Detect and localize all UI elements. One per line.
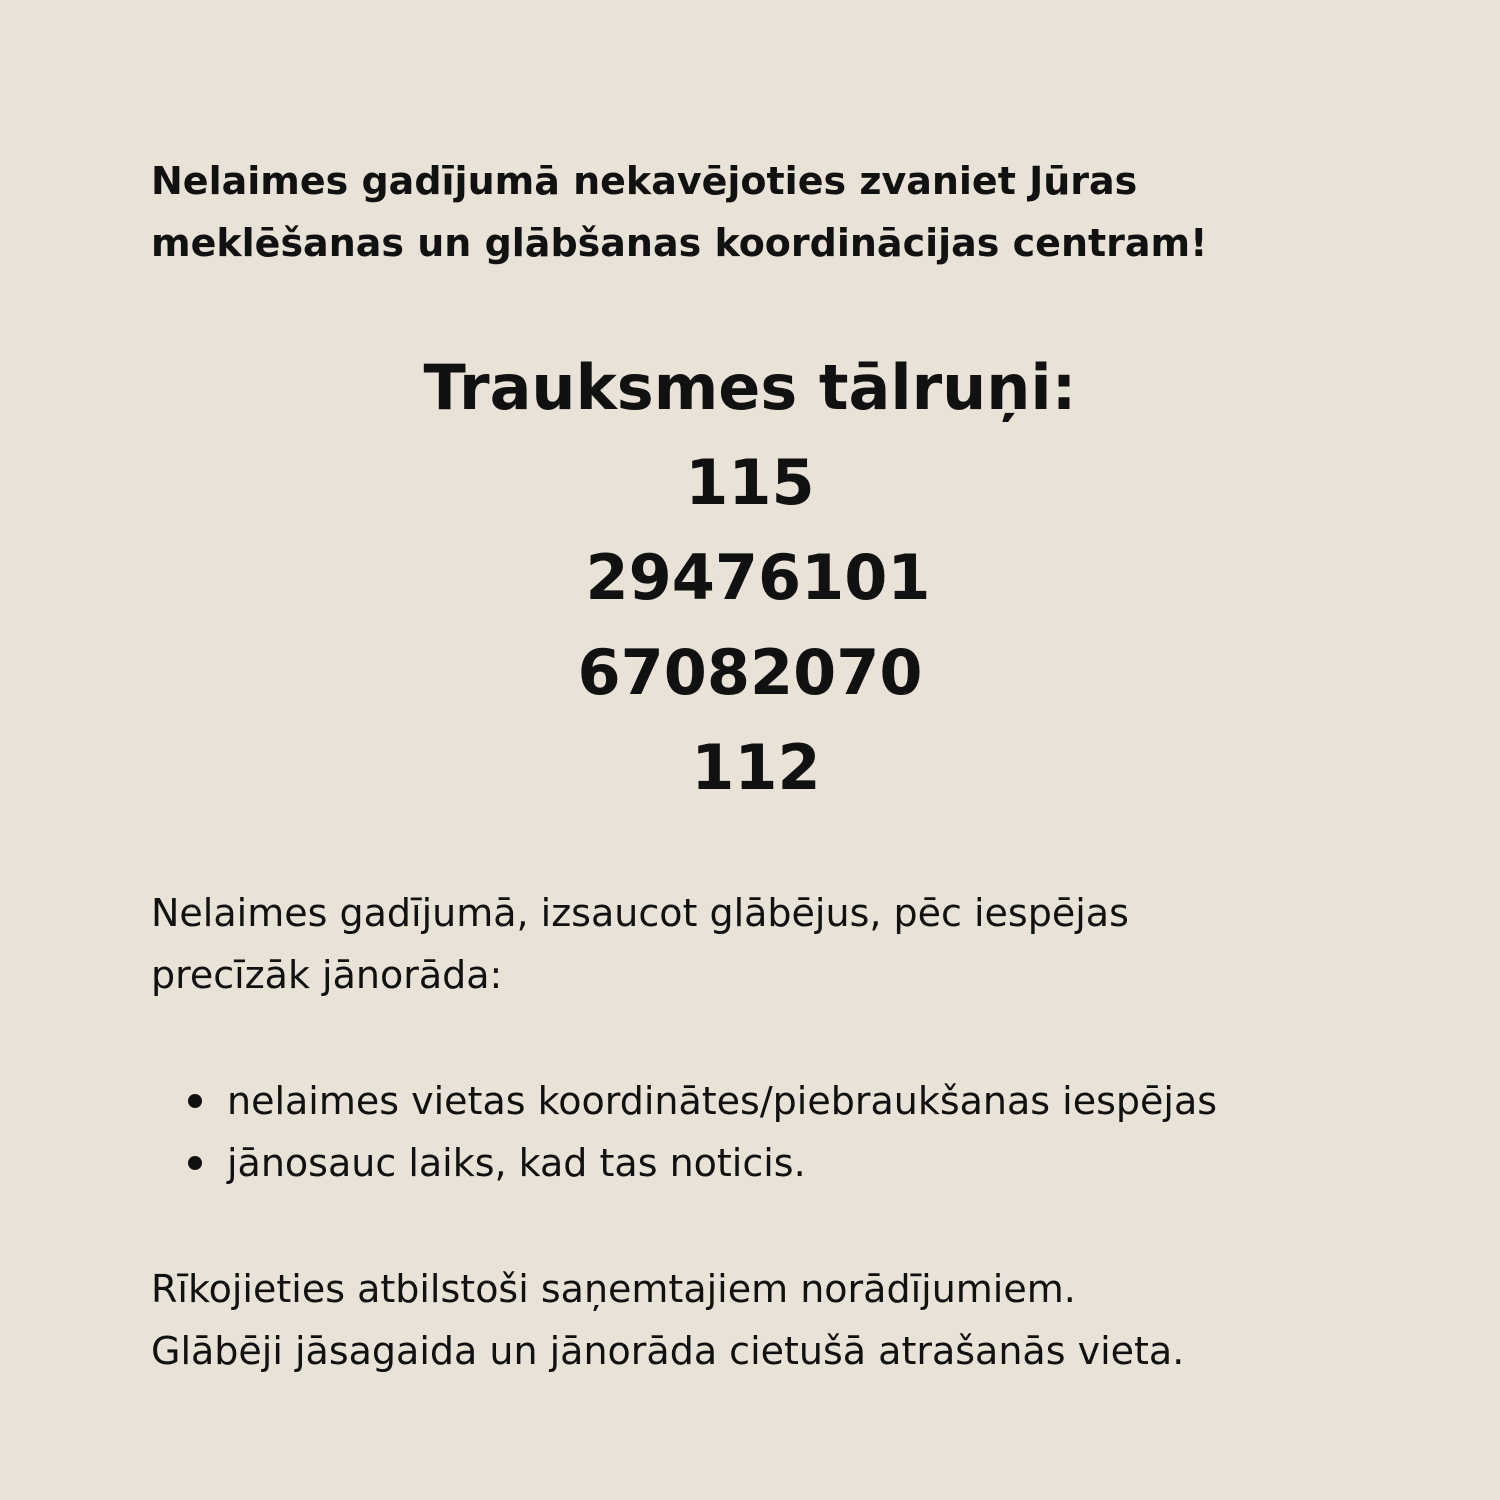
instruction-item: [180, 1070, 1400, 1132]
intro-line-2: precīzāk jānorāda:: [151, 953, 503, 997]
closing-line-1: Rīkojieties atbilstoši saņemtajiem norādījumiem.: [151, 1267, 1076, 1311]
bullet-dot-icon: [188, 1094, 202, 1108]
emergency-phones-section: [0, 340, 1500, 815]
emergency-phone-list: [0, 435, 1500, 815]
instruction-text: nelaimes vietas koordinātes/piebraukšanas iespējas: [227, 1079, 1218, 1123]
instruction-text: jānosauc laiks, kad tas noticis.: [227, 1141, 806, 1185]
intro-paragraph: [151, 882, 1391, 1006]
headline-line-1: Nelaimes gadījumā nekavējoties zvaniet Jūras: [151, 159, 1138, 203]
instruction-list: [180, 1070, 1400, 1194]
intro-line-1: Nelaimes gadījumā, izsaucot glābējus, pēc iespējas: [151, 891, 1129, 935]
phone-number-67082070: 67082070: [577, 636, 923, 709]
phone-number-112: 112: [691, 731, 821, 804]
emergency-phones-title: Trauksmes tālruņi:: [423, 351, 1077, 424]
phone-number-115: 115: [685, 446, 815, 519]
headline: [151, 150, 1351, 274]
instruction-item: [180, 1132, 1400, 1194]
closing-paragraph: [151, 1258, 1391, 1382]
phone-number-29476101: 29476101: [585, 541, 931, 614]
headline-line-2: meklēšanas un glābšanas koordinācijas centram!: [151, 221, 1208, 265]
bullet-dot-icon: [188, 1156, 202, 1170]
closing-line-2: Glābēji jāsagaida un jānorāda cietušā atrašanās vieta.: [151, 1329, 1185, 1373]
